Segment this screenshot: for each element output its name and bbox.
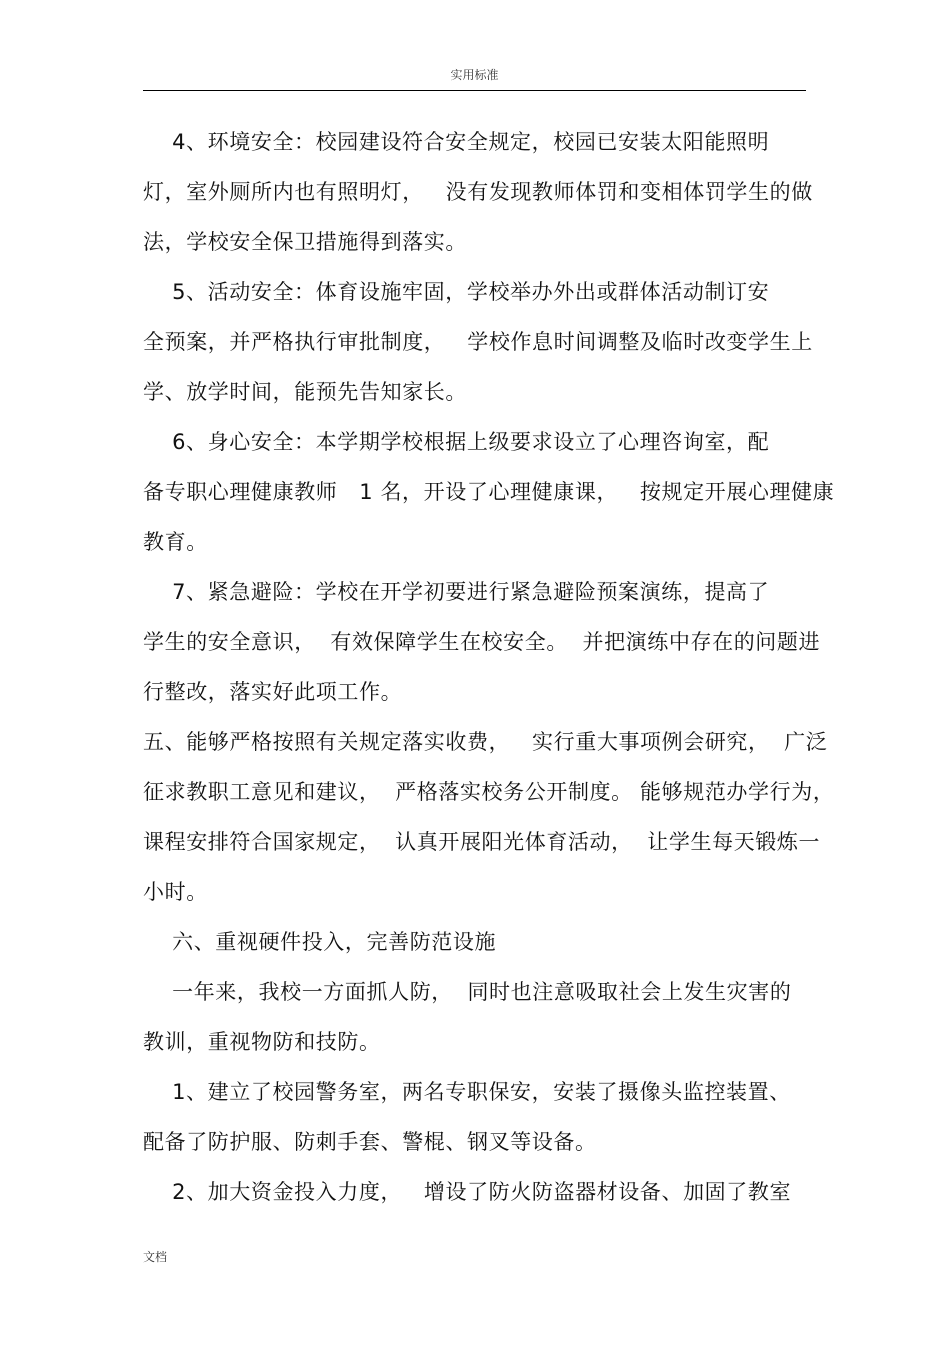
text-line: 课程安排符合国家规定， 认真开展阳光体育活动， 让学生每天锻炼一 [143, 830, 821, 854]
text-line: 学、放学时间，能预先告知家长。 [143, 380, 467, 404]
text-line: 教训，重视物防和技防。 [143, 1030, 381, 1054]
text-line: 2、加大资金投入力度， 增设了防火防盗器材设备、加固了教室 [143, 1180, 792, 1204]
text-line: 行整改，落实好此项工作。 [143, 680, 403, 704]
text-line: 备专职心理健康教师 1 名，开设了心理健康课， 按规定开展心理健康 [143, 480, 835, 504]
text-line: 学生的安全意识， 有效保障学生在校安全。 并把演练中存在的问题进 [143, 630, 821, 654]
header-rule [143, 90, 806, 91]
text-line: 全预案，并严格执行审批制度， 学校作息时间调整及临时改变学生上 [143, 330, 813, 354]
section-heading: 六、重视硬件投入，完善防范设施 [143, 930, 497, 954]
text-line: 配备了防护服、防刺手套、警棍、钢叉等设备。 [143, 1130, 597, 1154]
text-line: 1、建立了校园警务室，两名专职保安，安装了摄像头监控装置、 [143, 1080, 791, 1104]
text-line: 7、紧急避险：学校在开学初要进行紧急避险预案演练，提高了 [143, 580, 770, 604]
text-line: 小时。 [143, 880, 208, 904]
text-line: 教育。 [143, 530, 208, 554]
page-header: 实用标准 [450, 68, 499, 82]
text-line: 灯，室外厕所内也有照明灯， 没有发现教师体罚和变相体罚学生的做 [143, 180, 813, 204]
text-line: 4、环境安全：校园建设符合安全规定，校园已安装太阳能照明 [143, 130, 770, 154]
text-line: 征求教职工意见和建议， 严格落实校务公开制度。 能够规范办学行为， [143, 780, 835, 804]
text-line: 五、能够严格按照有关规定落实收费， 实行重大事项例会研究， 广泛 [143, 730, 828, 754]
text-line: 5、活动安全：体育设施牢固，学校举办外出或群体活动制订安 [143, 280, 770, 304]
text-line: 法，学校安全保卫措施得到落实。 [143, 230, 467, 254]
text-line: 一年来，我校一方面抓人防， 同时也注意吸取社会上发生灾害的 [143, 980, 792, 1004]
page-footer: 文档 [143, 1250, 168, 1264]
text-line: 6、身心安全：本学期学校根据上级要求设立了心理咨询室，配 [143, 430, 770, 454]
